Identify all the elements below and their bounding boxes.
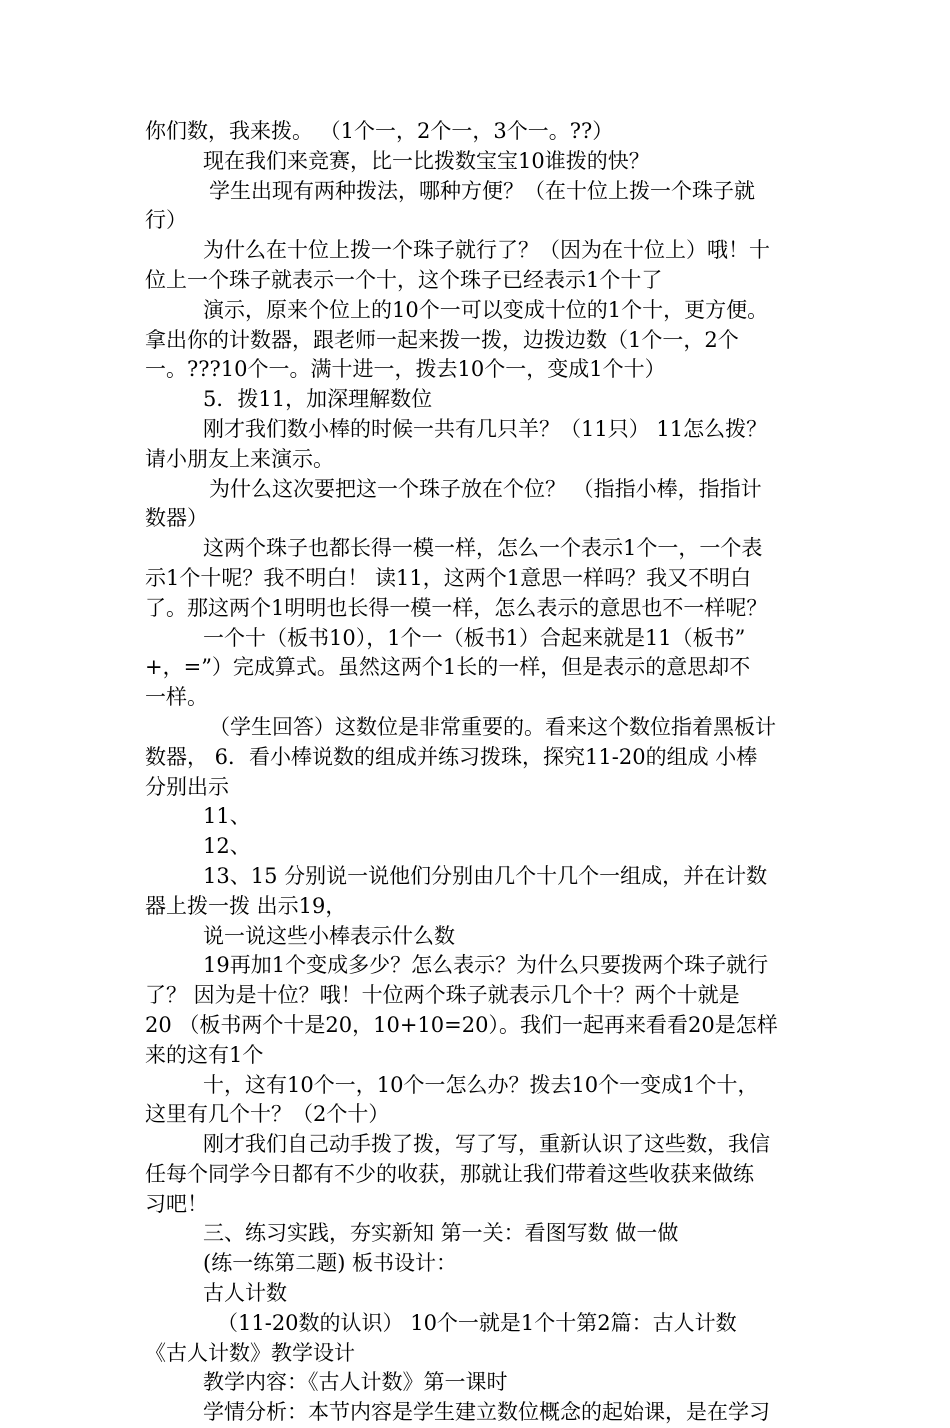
text-line: 13、15 分别说一说他们分别由几个十几个一组成，并在计数 (203, 863, 768, 888)
text-line: 示1个十呢？我不明白！ 读11，这两个1意思一样吗？我又不明白 (145, 565, 752, 590)
text-line: 教学内容：《古人计数》第一课时 (203, 1370, 508, 1395)
text-line: 任每个同学今日都有不少的收获，那就让我们带着这些收获来做练 (145, 1161, 754, 1186)
text-line: 说一说这些小棒表示什么数 (203, 923, 455, 948)
text-line: 刚才我们自己动手拨了拨，写了写，重新认识了这些数，我信 (203, 1132, 770, 1157)
text-line: 一。???10个一。满十进一，拨去10个一，变成1个十） (145, 357, 666, 382)
text-line: 拿出你的计数器，跟老师一起来拨一拨，边拨边数（1个一，2个 (145, 327, 739, 352)
text-line: 你们数，我来拨。 （1个一，2个一，3个一。??） (145, 119, 614, 143)
text-line: 《古人计数》教学设计 (145, 1340, 355, 1365)
text-line: +，=”）完成算式。虽然这两个1长的一样，但是表示的意思却不 (145, 655, 751, 680)
text-line: 来的这有1个 (145, 1042, 264, 1067)
text-line: 这两个珠子也都长得一模一样，怎么一个表示1个一，一个表 (203, 536, 763, 561)
document-body (145, 117, 815, 1428)
text-line: 现在我们来竞赛，比一比拨数宝宝10谁拨的快？ (203, 148, 650, 173)
text-line: (练一练第二题) 板书设计： (203, 1251, 458, 1276)
text-line: 为什么在十位上拨一个珠子就行了？（因为在十位上）哦！十 (203, 238, 770, 263)
text-line: 数器， 6．看小棒说数的组成并练习拨珠，探究11-20的组成 小棒 (145, 744, 758, 769)
text-line: 请小朋友上来演示。 (145, 446, 334, 471)
text-line: 了。那这两个1明明也长得一模一样，怎么表示的意思也不一样呢？ (145, 595, 768, 620)
text-line: 19再加1个变成多少？怎么表示？为什么只要拨两个珠子就行 (203, 953, 769, 978)
text-line: 习吧！ (145, 1191, 208, 1216)
text-line: 5．拨11，加深理解数位 (203, 387, 433, 412)
text-line: 学生出现有两种拨法，哪种方便？（在十位上拨一个珠子就 (209, 178, 755, 203)
text-line: 这里有几个十？（2个十） (145, 1102, 390, 1127)
text-line: 11、 (203, 804, 251, 829)
text-line: 演示，原来个位上的10个一可以变成十位的1个十，更方便。 (203, 297, 769, 322)
text-line: 刚才我们数小棒的时候一共有几只羊？（11只） 11怎么拨？ (203, 416, 768, 441)
text-line: 古人计数 (203, 1281, 287, 1306)
text-line: 分别出示 (145, 774, 229, 799)
text-line: 十，这有10个一，10个一怎么办？拨去10个一变成1个十， (203, 1072, 759, 1097)
text-line: 学情分析：本节内容是学生建立数位概念的起始课，是在学习 (203, 1400, 770, 1425)
text-line: 三、练习实践，夯实新知 第一关：看图写数 做一做 (203, 1221, 679, 1246)
text-line: 一样。 (145, 685, 208, 710)
text-line: 为什么这次要把这一个珠子放在个位？ （指指小棒，指指计 (209, 476, 762, 501)
text-line: 12、 (203, 834, 251, 859)
text-line: 行） (145, 208, 187, 233)
text-line: 数器） (145, 506, 208, 531)
text-line: 位上一个珠子就表示一个十，这个珠子已经表示1个十了 (145, 267, 663, 292)
text-line: 了？ 因为是十位？哦！十位两个珠子就表示几个十？两个十就是 (145, 983, 740, 1008)
text-line: 器上拨一拨 出示19， (145, 893, 347, 918)
text-line: （11-20数的认识） 10个一就是1个十第2篇：古人计数 (217, 1310, 737, 1335)
text-line: （学生回答）这数位是非常重要的。看来这个数位指着黑板计 (209, 714, 776, 739)
text-line: 一个十（板书10），1个一（板书1）合起来就是11（板书” (203, 625, 746, 650)
text-line: 20 （板书两个十是20，10+10=20）。我们一起再来看看20是怎样 (145, 1012, 778, 1037)
